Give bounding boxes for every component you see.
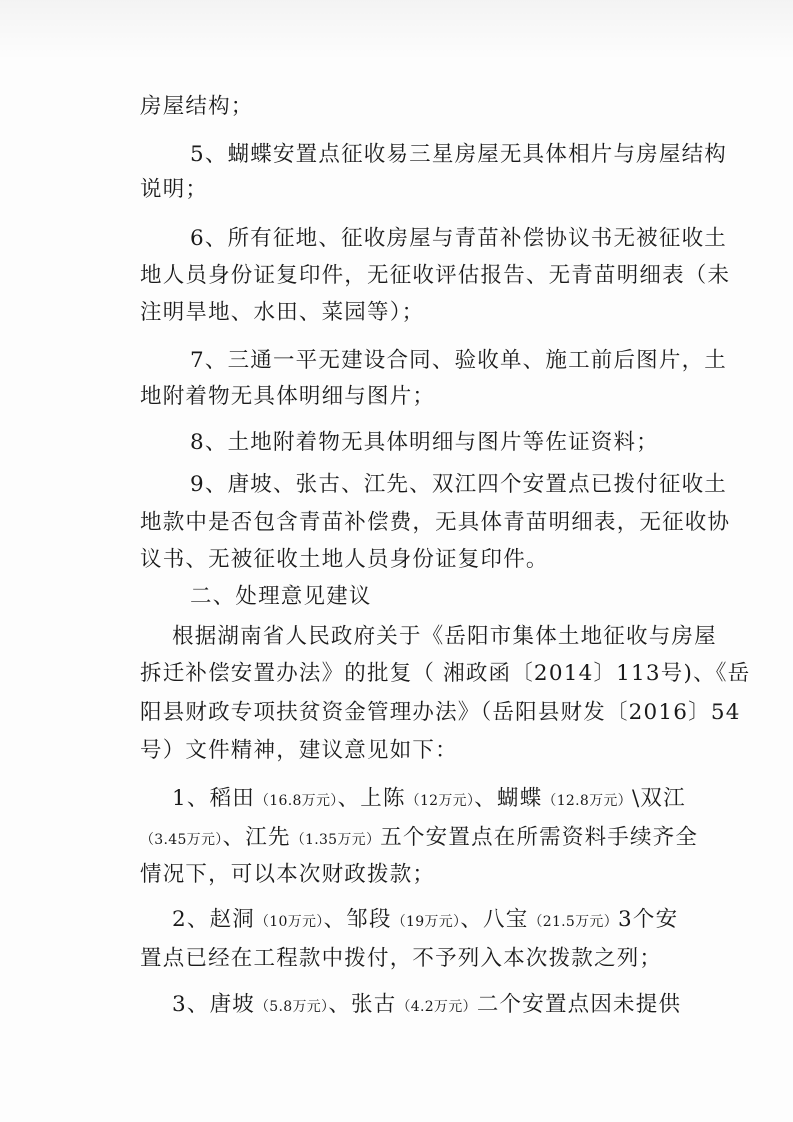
amount: （1.35万元） (290, 832, 381, 848)
text-line: 情况下，可以本次财政拨款； (140, 862, 436, 887)
text-line: 议书、无被征收土地人员身份证复印件。 (140, 547, 549, 572)
allocation-item-2 (172, 905, 678, 935)
text-fragment: 3、唐坡 (172, 992, 255, 1017)
text-line: 地款中是否包含青苗补偿费，无具体青苗明细表，无征收协 (140, 510, 731, 535)
text-line: 置点已经在工程款中拨付，不予列入本次拨款之列； (140, 946, 663, 971)
text-fragment: 五个安置点在所需资料手续齐全 (380, 825, 699, 850)
text-line: 5、蝴蝶安置点征收易三星房屋无具体相片与房屋结构 (190, 142, 727, 167)
text-fragment: 、张古 (328, 992, 397, 1017)
text-fragment: 1、稻田 (172, 786, 255, 811)
allocation-item-3 (172, 990, 681, 1020)
text-line: 6、所有征地、征收房屋与青苗补偿协议书无被征收土 (190, 226, 727, 251)
text-line: 地人员身份证复印件，无征收评估报告、无青苗明细表（未 (140, 263, 731, 288)
amount: （16.8万元） (254, 793, 338, 809)
text-line: 阳县财政专项扶贫资金管理办法》（岳阳县财发〔2016〕54 (140, 700, 741, 725)
amount: （12万元） (405, 793, 475, 809)
text-line: 房屋结构； (140, 94, 254, 119)
amount: （19万元） (391, 914, 461, 930)
text-fragment: 、蝴蝶 (474, 786, 543, 811)
text-fragment: 、邹段 (323, 907, 392, 932)
allocation-item-1 (172, 784, 686, 814)
text-fragment: 二个安置点因未提供 (476, 992, 682, 1017)
text-line: 8、土地附着物无具体明细与图片等佐证资料； (190, 430, 659, 455)
text-line: 号）文件精神，建议意见如下： (140, 738, 458, 763)
amount: （12.8万元） (542, 793, 632, 809)
text-fragment: 2、赵洞 (172, 907, 255, 932)
allocation-item-1-cont (140, 823, 698, 853)
text-line: 地附着物无具体明细与图片； (140, 384, 436, 409)
text-line: 根据湖南省人民政府关于《岳阳市集体土地征收与房屋 (172, 624, 717, 649)
amount: （5.8万元） (254, 999, 329, 1015)
amount: （4.2万元） (396, 999, 477, 1015)
text-line: 7、三通一平无建设合同、验收单、施工前后图片，土 (190, 348, 727, 373)
text-fragment: \双江 (631, 786, 686, 811)
text-fragment: 、江先 (222, 825, 291, 850)
text-fragment: 、八宝 (460, 907, 529, 932)
amount: （10万元） (254, 914, 324, 930)
section-heading: 二、处理意见建议 (190, 584, 372, 609)
text-fragment: 3个安 (618, 907, 679, 932)
text-line: 说明； (140, 177, 209, 202)
text-fragment: 、上陈 (337, 786, 406, 811)
text-line: 9、唐坡、张古、江先、双江四个安置点已拨付征收土 (190, 472, 727, 497)
amount: （3.45万元） (140, 832, 223, 848)
text-line: 注明旱地、水田、菜园等）； (140, 300, 425, 325)
text-line: 拆迁补偿安置办法》的批复（ 湘政函〔2014〕113号)、《岳 (140, 661, 751, 686)
scan-shadow (0, 0, 793, 60)
amount: （21.5万元） (528, 914, 619, 930)
